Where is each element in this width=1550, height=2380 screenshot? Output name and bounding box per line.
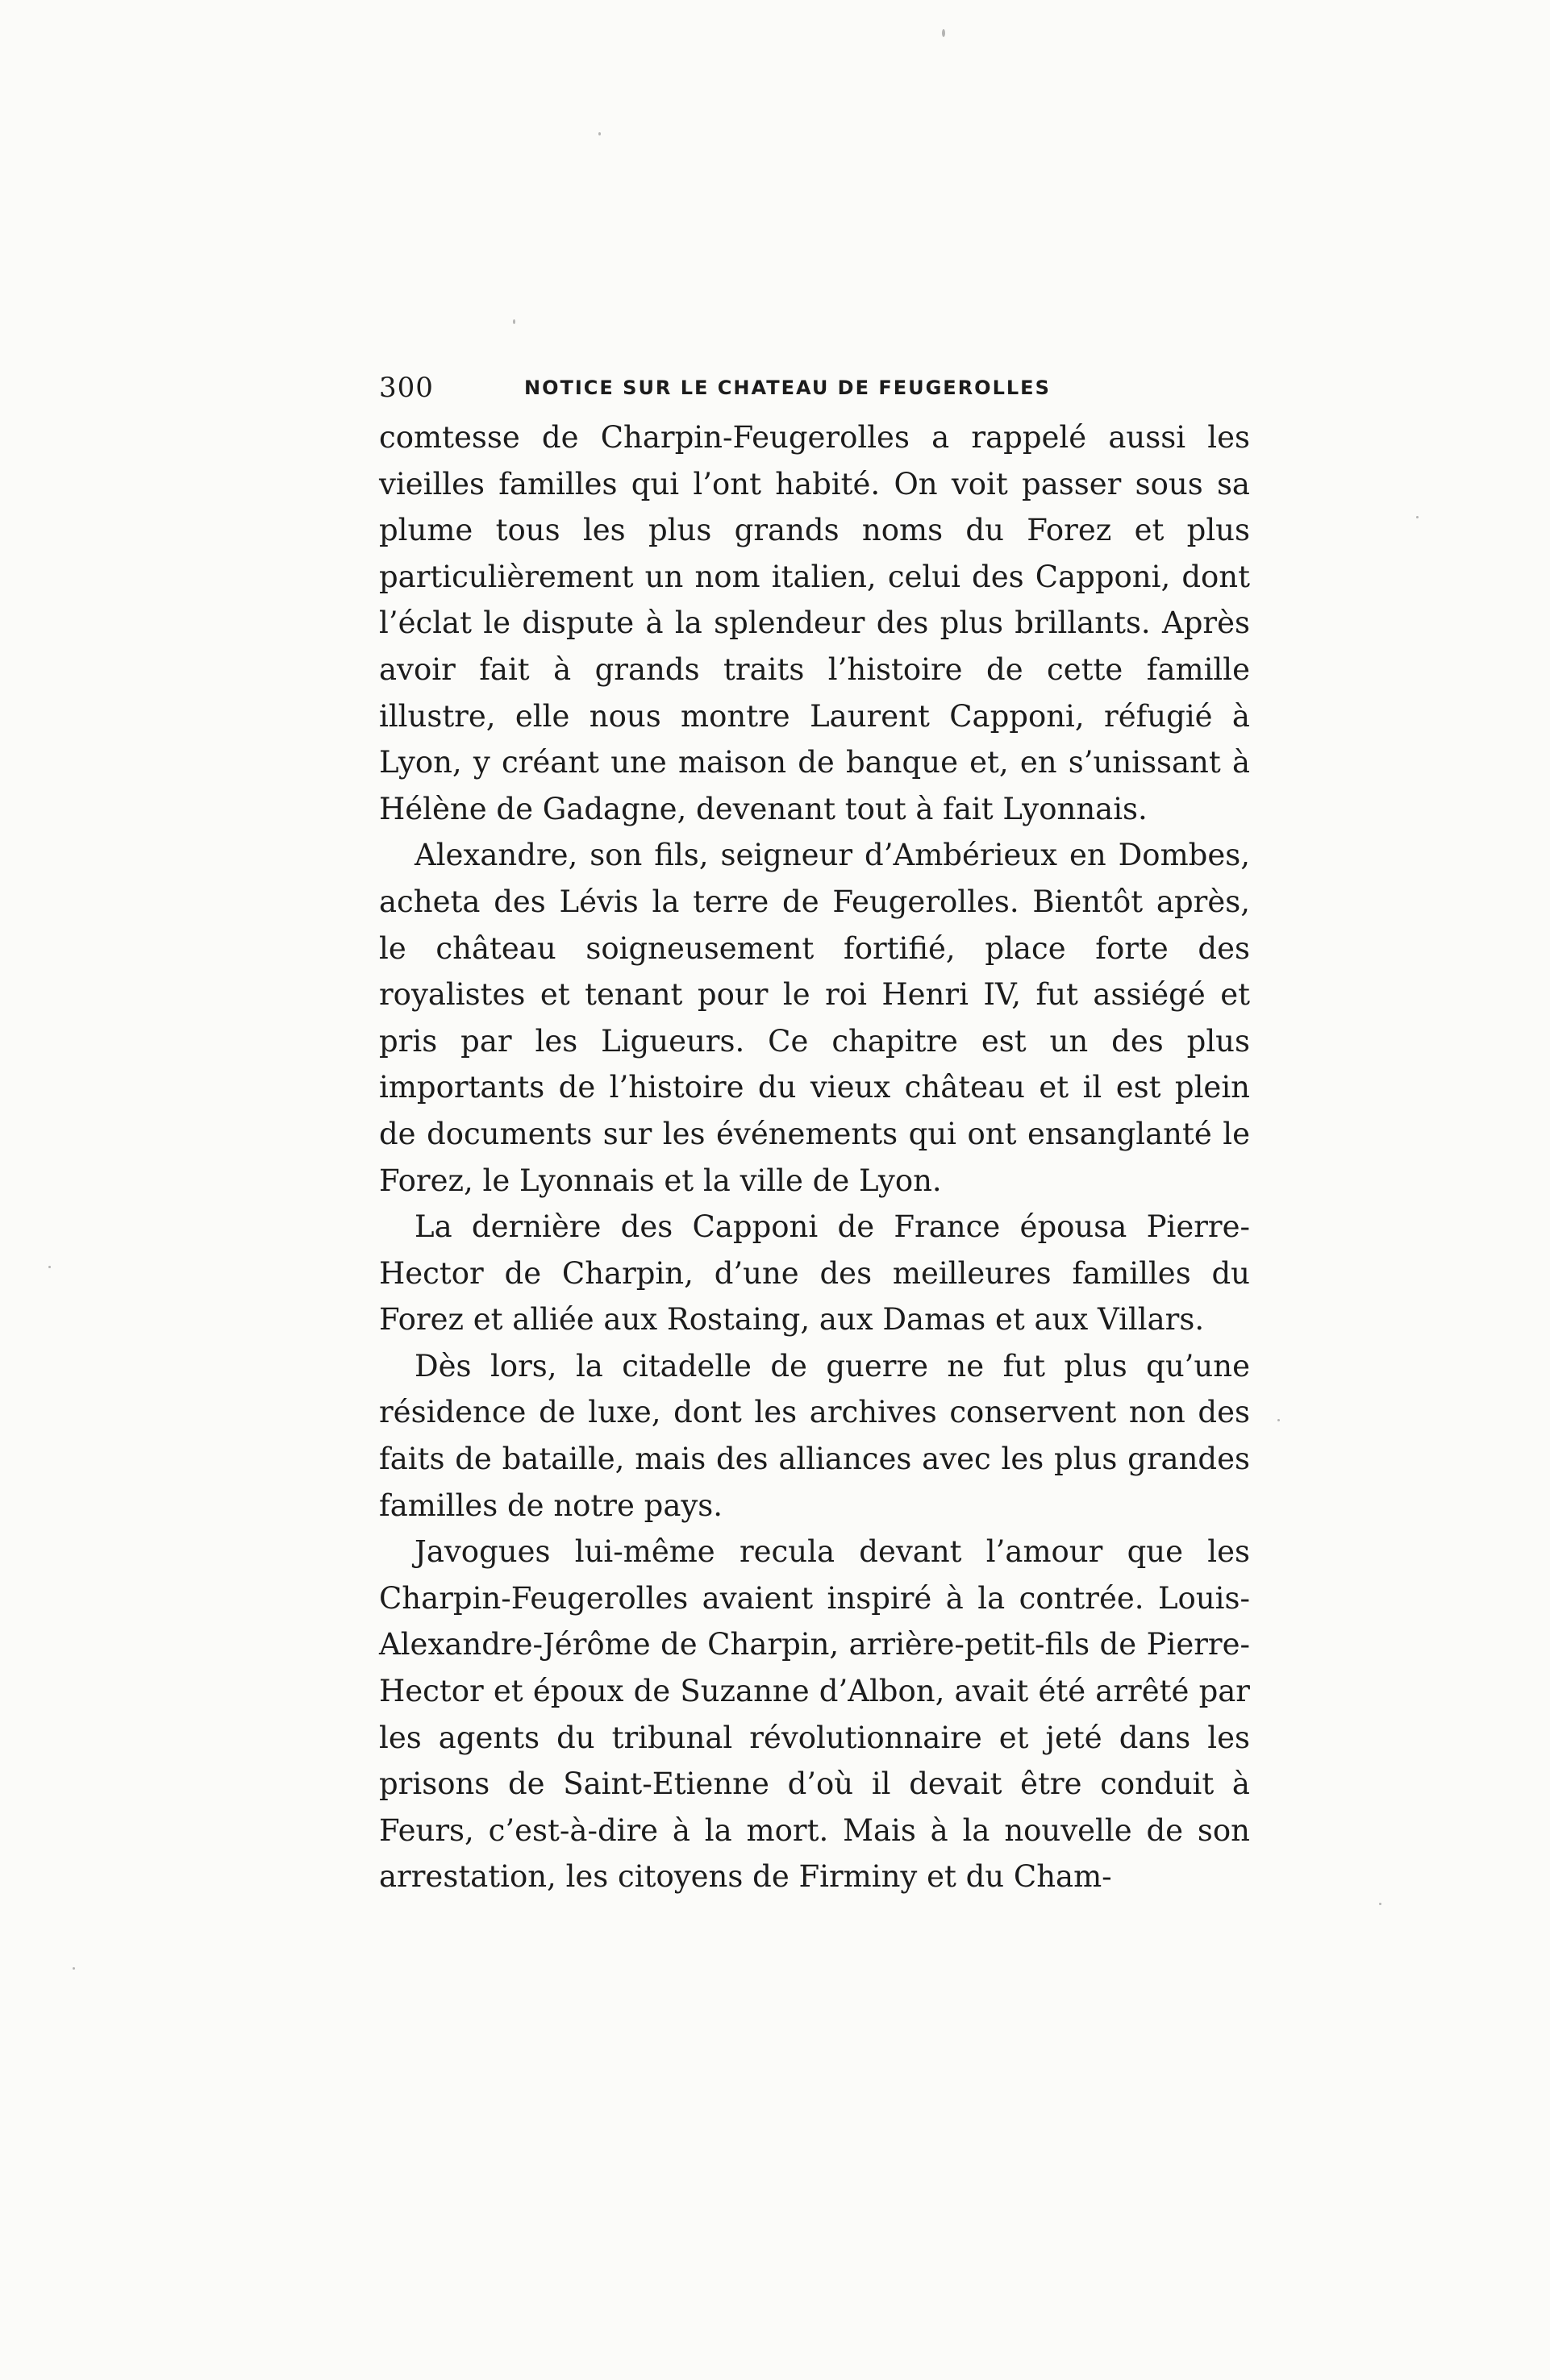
paper-speck xyxy=(73,1967,75,1970)
paragraph: Dès lors, la citadelle de guerre ne fut plus qu’une résidence de luxe, dont les archives conservent non des faits de bataille, mais des alliances avec les plus grandes familles de notre pays. xyxy=(379,1348,1250,1523)
paper-speck xyxy=(598,132,601,135)
page-header xyxy=(379,368,1250,408)
paper-speck xyxy=(513,319,515,324)
paper-speck xyxy=(48,1266,51,1268)
paragraph: Javogues lui-même recula devant l’amour que les Charpin-Feugerolles avaient inspiré à la contrée. Louis-Alexandre-Jérôme de Charpin, arrière-petit-fils de Pierre-Hector et époux de Suzanne d’Albon, avait été arrêté par les agents du tribunal révolutionnaire et jeté dans les prisons de Saint-Etienne d’où il devait être conduit à Feurs, c’est-à-dire à la mort. Mais à la nouvelle de son arrestation, les citoyens de Firminy et du Cham- xyxy=(379,1534,1250,1895)
paper-speck xyxy=(942,29,945,37)
paragraph: Alexandre, son fils, seigneur d’Ambérieux en Dombes, acheta des Lévis la terre de Feugerolles. Bientôt après, le château soigneusement fortifié, place forte des royalistes et tenant pour le roi Henri IV, fut assiégé et pris par les Ligueurs. Ce chapitre est un des plus importants de l’histoire du vieux château et il est plein de documents sur les événements qui ont ensanglanté le Forez, le Lyonnais et la ville de Lyon. xyxy=(379,838,1250,1198)
paper-speck xyxy=(1416,516,1419,518)
paper-speck xyxy=(1379,1903,1381,1905)
paper-speck xyxy=(1277,1419,1280,1421)
running-title: NOTICE SUR LE CHATEAU DE FEUGEROLLES xyxy=(524,377,1051,399)
page-number: 300 xyxy=(379,372,434,404)
paragraph: comtesse de Charpin-Feugerolles a rappelé aussi les vieilles familles qui l’ont habité. On voit passer sous sa plume tous les plus grands noms du Forez et plus particulièrement un nom italien, celui des Capponi, dont l’éclat le dispute à la splendeur des plus brillants. Après avoir fait à grands traits l’histoire de cette famille illustre, elle nous montre Laurent Capponi, réfugié à Lyon, y créant une maison de banque et, en s’unissant à Hélène de Gadagne, devenant tout à fait Lyonnais. xyxy=(379,420,1250,826)
paragraph: La dernière des Capponi de France épousa Pierre-Hector de Charpin, d’une des meilleures familles du Forez et alliée aux Rostaing, aux Damas et aux Villars. xyxy=(379,1209,1250,1338)
body-text xyxy=(379,414,1250,1900)
